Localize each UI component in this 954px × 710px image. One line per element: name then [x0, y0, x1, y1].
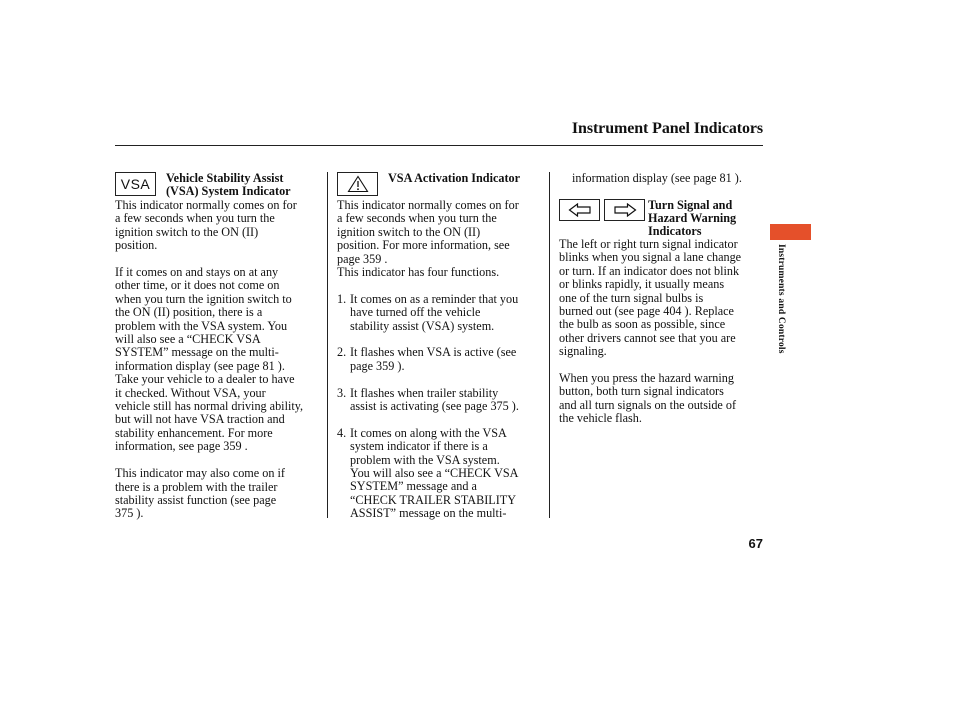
- paragraph: This indicator normally comes on for a few seconds when you turn the ignition switch to the ON (II) position. For more information, see page 359 . This indicator has four functions.: [337, 198, 519, 280]
- page-title: Instrument Panel Indicators: [571, 120, 763, 137]
- paragraph: This indicator may also come on if there is a problem with the trailer stability assist function (see page 375 ).: [115, 466, 285, 521]
- list-item: 1. It comes on as a reminder that you have turned off the vehicle stability assist (VSA) system.: [337, 291, 519, 333]
- list-item: 3. It flashes when trailer stability assist is activating (see page 375 ).: [337, 385, 519, 414]
- column-3-continuation: information display (see page 81 ).: [572, 171, 742, 185]
- paragraph: If it comes on and stays on at any other time, or it does not come on when you turn the ignition switch to the ON (II) position, there is a problem with the VSA system. You will also see a “CHECK VSA SYSTEM” message on the multi- information display (see page 81 ). Take your vehicle to a dealer to have it checked. Without VSA, your vehicle still has normal driving ability, but will not have VSA traction and stability enhancement. For more information, see page 359 .: [115, 265, 304, 454]
- vsa-activation-indicator-heading: VSA Activation Indicator: [388, 171, 521, 185]
- paragraph: This indicator normally comes on for a few seconds when you turn the ignition switch to the ON (II) position.: [115, 198, 297, 253]
- column-2-body: [337, 199, 547, 521]
- page-number: 67: [748, 536, 763, 551]
- warning-triangle-icon: [337, 172, 378, 196]
- vsa-icon-text: VSA: [120, 176, 151, 192]
- list-item: 4. It comes on along with the VSA system indicator if there is a problem with the VSA system. You will also see a “CHECK VSA SYSTEM” message and a “CHECK TRAILER STABILITY ASSIST” message on the multi-: [337, 425, 519, 521]
- section-tab-label: Instruments and Controls: [776, 244, 786, 354]
- column-divider: [327, 172, 328, 518]
- left-arrow-icon: [559, 199, 600, 221]
- paragraph: The left or right turn signal indicator blinks when you signal a lane change or turn. If an indicator does not blink or blinks rapidly, it usually means one of the turn signal bulbs is burned out (see page 404 ). Replace the bulb as soon as possible, since other drivers cannot see that you are signaling.: [559, 237, 742, 359]
- right-arrow-icon: [604, 199, 645, 221]
- vsa-system-indicator-heading: Vehicle Stability Assist (VSA) System Indicator: [166, 171, 291, 199]
- turn-signal-heading: Turn Signal and Hazard Warning Indicators: [648, 198, 737, 239]
- section-tab: [770, 224, 811, 240]
- list-item: 2. It flashes when VSA is active (see page 359 ).: [337, 345, 517, 373]
- column-3-body: [559, 238, 764, 426]
- column-divider: [549, 172, 550, 518]
- header-rule: [115, 145, 763, 146]
- vsa-icon: [115, 172, 156, 196]
- column-1-body: [115, 199, 327, 521]
- paragraph: When you press the hazard warning button, both turn signal indicators and all turn signals on the outside of the vehicle flash.: [559, 371, 737, 426]
